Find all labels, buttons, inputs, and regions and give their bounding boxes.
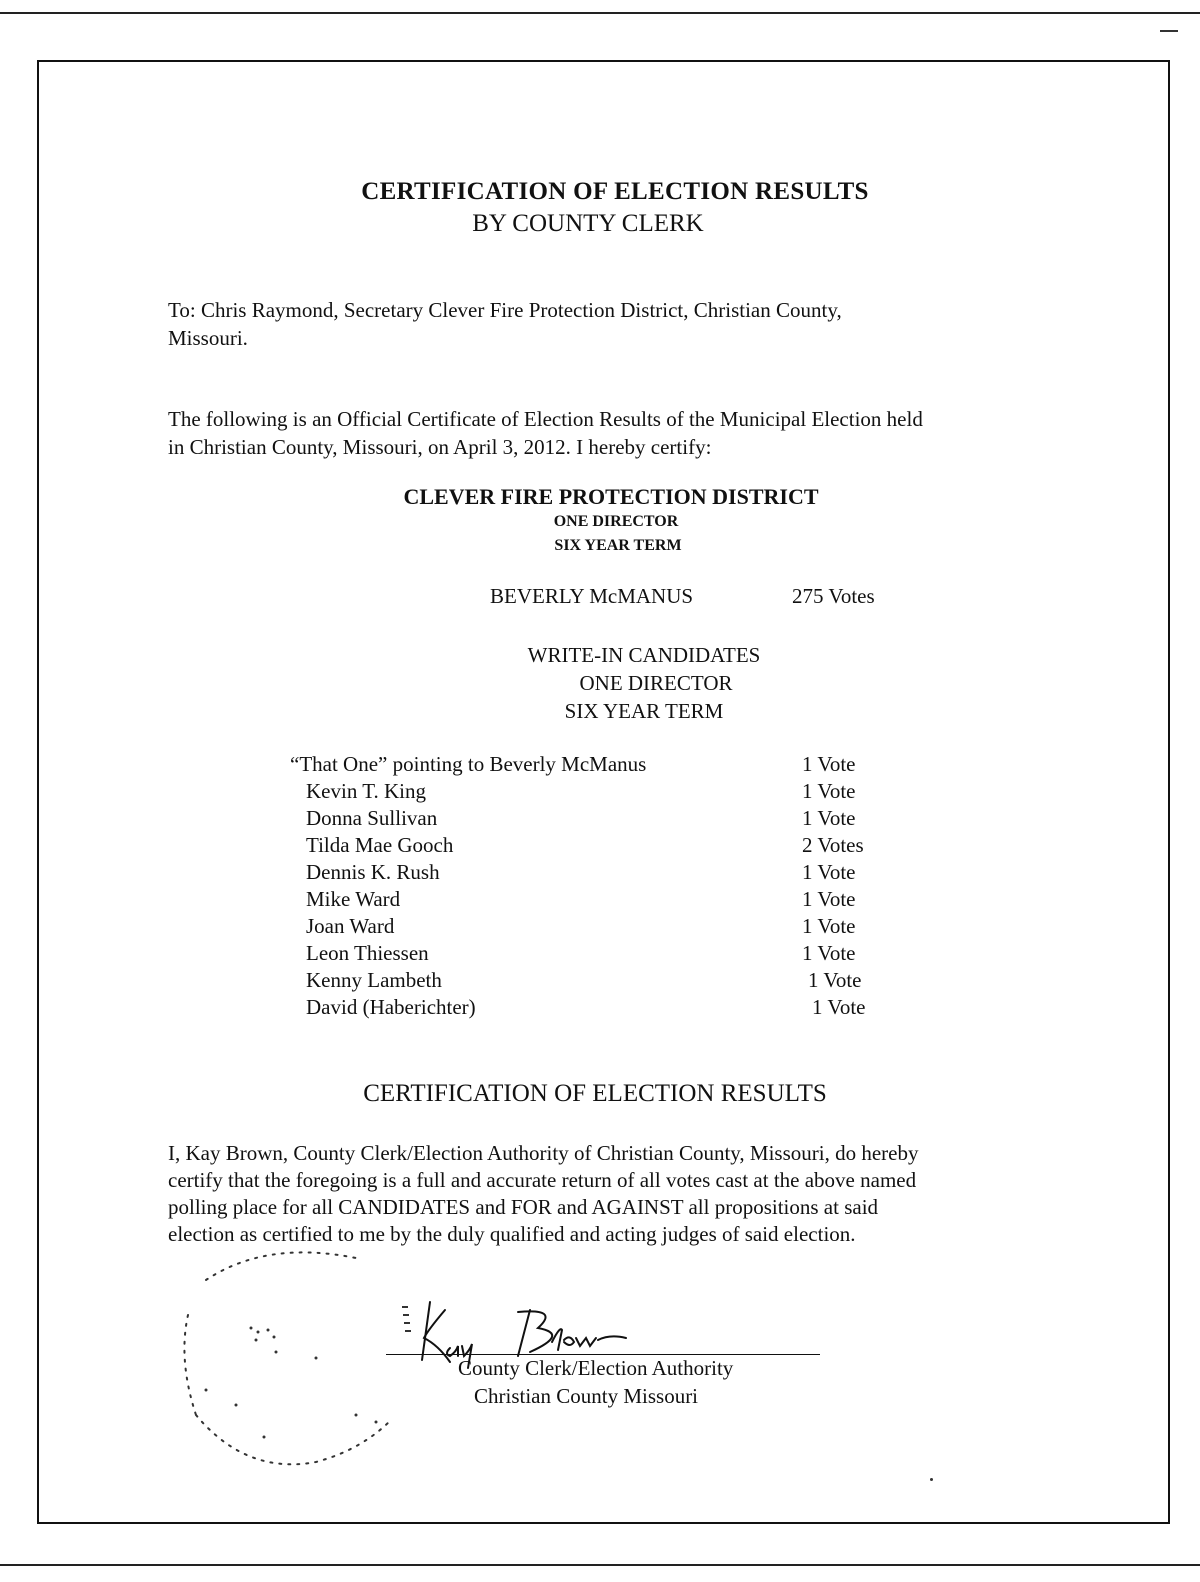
document-title: CERTIFICATION OF ELECTION RESULTS xyxy=(361,178,869,205)
write-in-name: Mike Ward xyxy=(306,887,401,911)
write-in-votes: 1 Vote xyxy=(802,806,856,830)
write-in-row xyxy=(290,914,910,941)
write-in-votes: 1 Vote xyxy=(812,995,866,1019)
write-in-row xyxy=(290,779,910,806)
signer-title: County Clerk/Election Authority xyxy=(458,1356,734,1380)
signature-line xyxy=(386,1354,820,1355)
write-in-row xyxy=(290,995,910,1022)
write-in-votes: 1 Vote xyxy=(808,968,862,992)
document-subtitle: BY COUNTY CLERK xyxy=(472,210,704,237)
write-in-name: Donna Sullivan xyxy=(306,806,438,830)
district-office: ONE DIRECTOR xyxy=(553,513,679,530)
write-in-row xyxy=(290,860,910,887)
write-in-name: Leon Thiessen xyxy=(306,941,429,965)
candidate-name: BEVERLY McMANUS xyxy=(490,584,694,608)
district-name: CLEVER FIRE PROTECTION DISTRICT xyxy=(403,484,819,509)
candidate-votes: 275 Votes xyxy=(792,584,875,608)
certification-heading: CERTIFICATION OF ELECTION RESULTS xyxy=(363,1080,827,1107)
write-in-list xyxy=(290,752,910,1022)
write-in-row xyxy=(290,752,910,779)
write-in-votes: 1 Vote xyxy=(802,860,856,884)
embossed-seal xyxy=(176,1240,406,1480)
scan-mark xyxy=(1160,30,1178,32)
write-in-name: David (Haberichter) xyxy=(306,995,476,1019)
certification-line: polling place for all CANDIDATES and FOR and AGAINST all propositions at said xyxy=(168,1195,879,1219)
write-in-name: Dennis K. Rush xyxy=(306,860,440,884)
write-in-name: “That One” pointing to Beverly McManus xyxy=(290,752,647,776)
scan-bottom-edge xyxy=(0,1564,1200,1566)
write-in-votes: 2 Votes xyxy=(802,833,864,857)
certification-line: I, Kay Brown, County Clerk/Election Authority of Christian County, Missouri, do hereby xyxy=(168,1141,919,1165)
write-in-office: ONE DIRECTOR xyxy=(579,671,733,695)
intro-paragraph xyxy=(168,405,1068,461)
write-in-row xyxy=(290,968,910,995)
addressee xyxy=(168,296,1068,352)
write-in-row xyxy=(290,833,910,860)
intro-line: The following is an Official Certificate of Election Results of the Municipal Election held xyxy=(168,407,923,431)
write-in-votes: 1 Vote xyxy=(802,752,856,776)
scan-speck xyxy=(930,1478,933,1481)
write-in-term: SIX YEAR TERM xyxy=(564,699,724,723)
write-in-row xyxy=(290,941,910,968)
write-in-name: Tilda Mae Gooch xyxy=(306,833,454,857)
signer-location: Christian County Missouri xyxy=(474,1384,699,1408)
write-in-name: Kevin T. King xyxy=(306,779,426,803)
addressee-line: Missouri. xyxy=(168,326,248,350)
write-in-row xyxy=(290,806,910,833)
addressee-line: To: Chris Raymond, Secretary Clever Fire Protection District, Christian County, xyxy=(168,298,842,322)
certification-line: election as certified to me by the duly qualified and acting judges of said election. xyxy=(168,1222,856,1246)
intro-line: in Christian County, Missouri, on April 3, 2012. I hereby certify: xyxy=(168,435,712,459)
certification-paragraph xyxy=(168,1140,1048,1248)
write-in-votes: 1 Vote xyxy=(802,914,856,938)
write-in-votes: 1 Vote xyxy=(802,887,856,911)
write-in-name: Joan Ward xyxy=(306,914,395,938)
district-term: SIX YEAR TERM xyxy=(554,537,682,554)
write-in-votes: 1 Vote xyxy=(802,779,856,803)
scan-top-edge xyxy=(0,12,1200,14)
write-in-heading: WRITE-IN CANDIDATES xyxy=(527,643,761,667)
write-in-row xyxy=(290,887,910,914)
write-in-votes: 1 Vote xyxy=(802,941,856,965)
write-in-name: Kenny Lambeth xyxy=(306,968,442,992)
certification-line: certify that the foregoing is a full and accurate return of all votes cast at the above named xyxy=(168,1168,917,1192)
